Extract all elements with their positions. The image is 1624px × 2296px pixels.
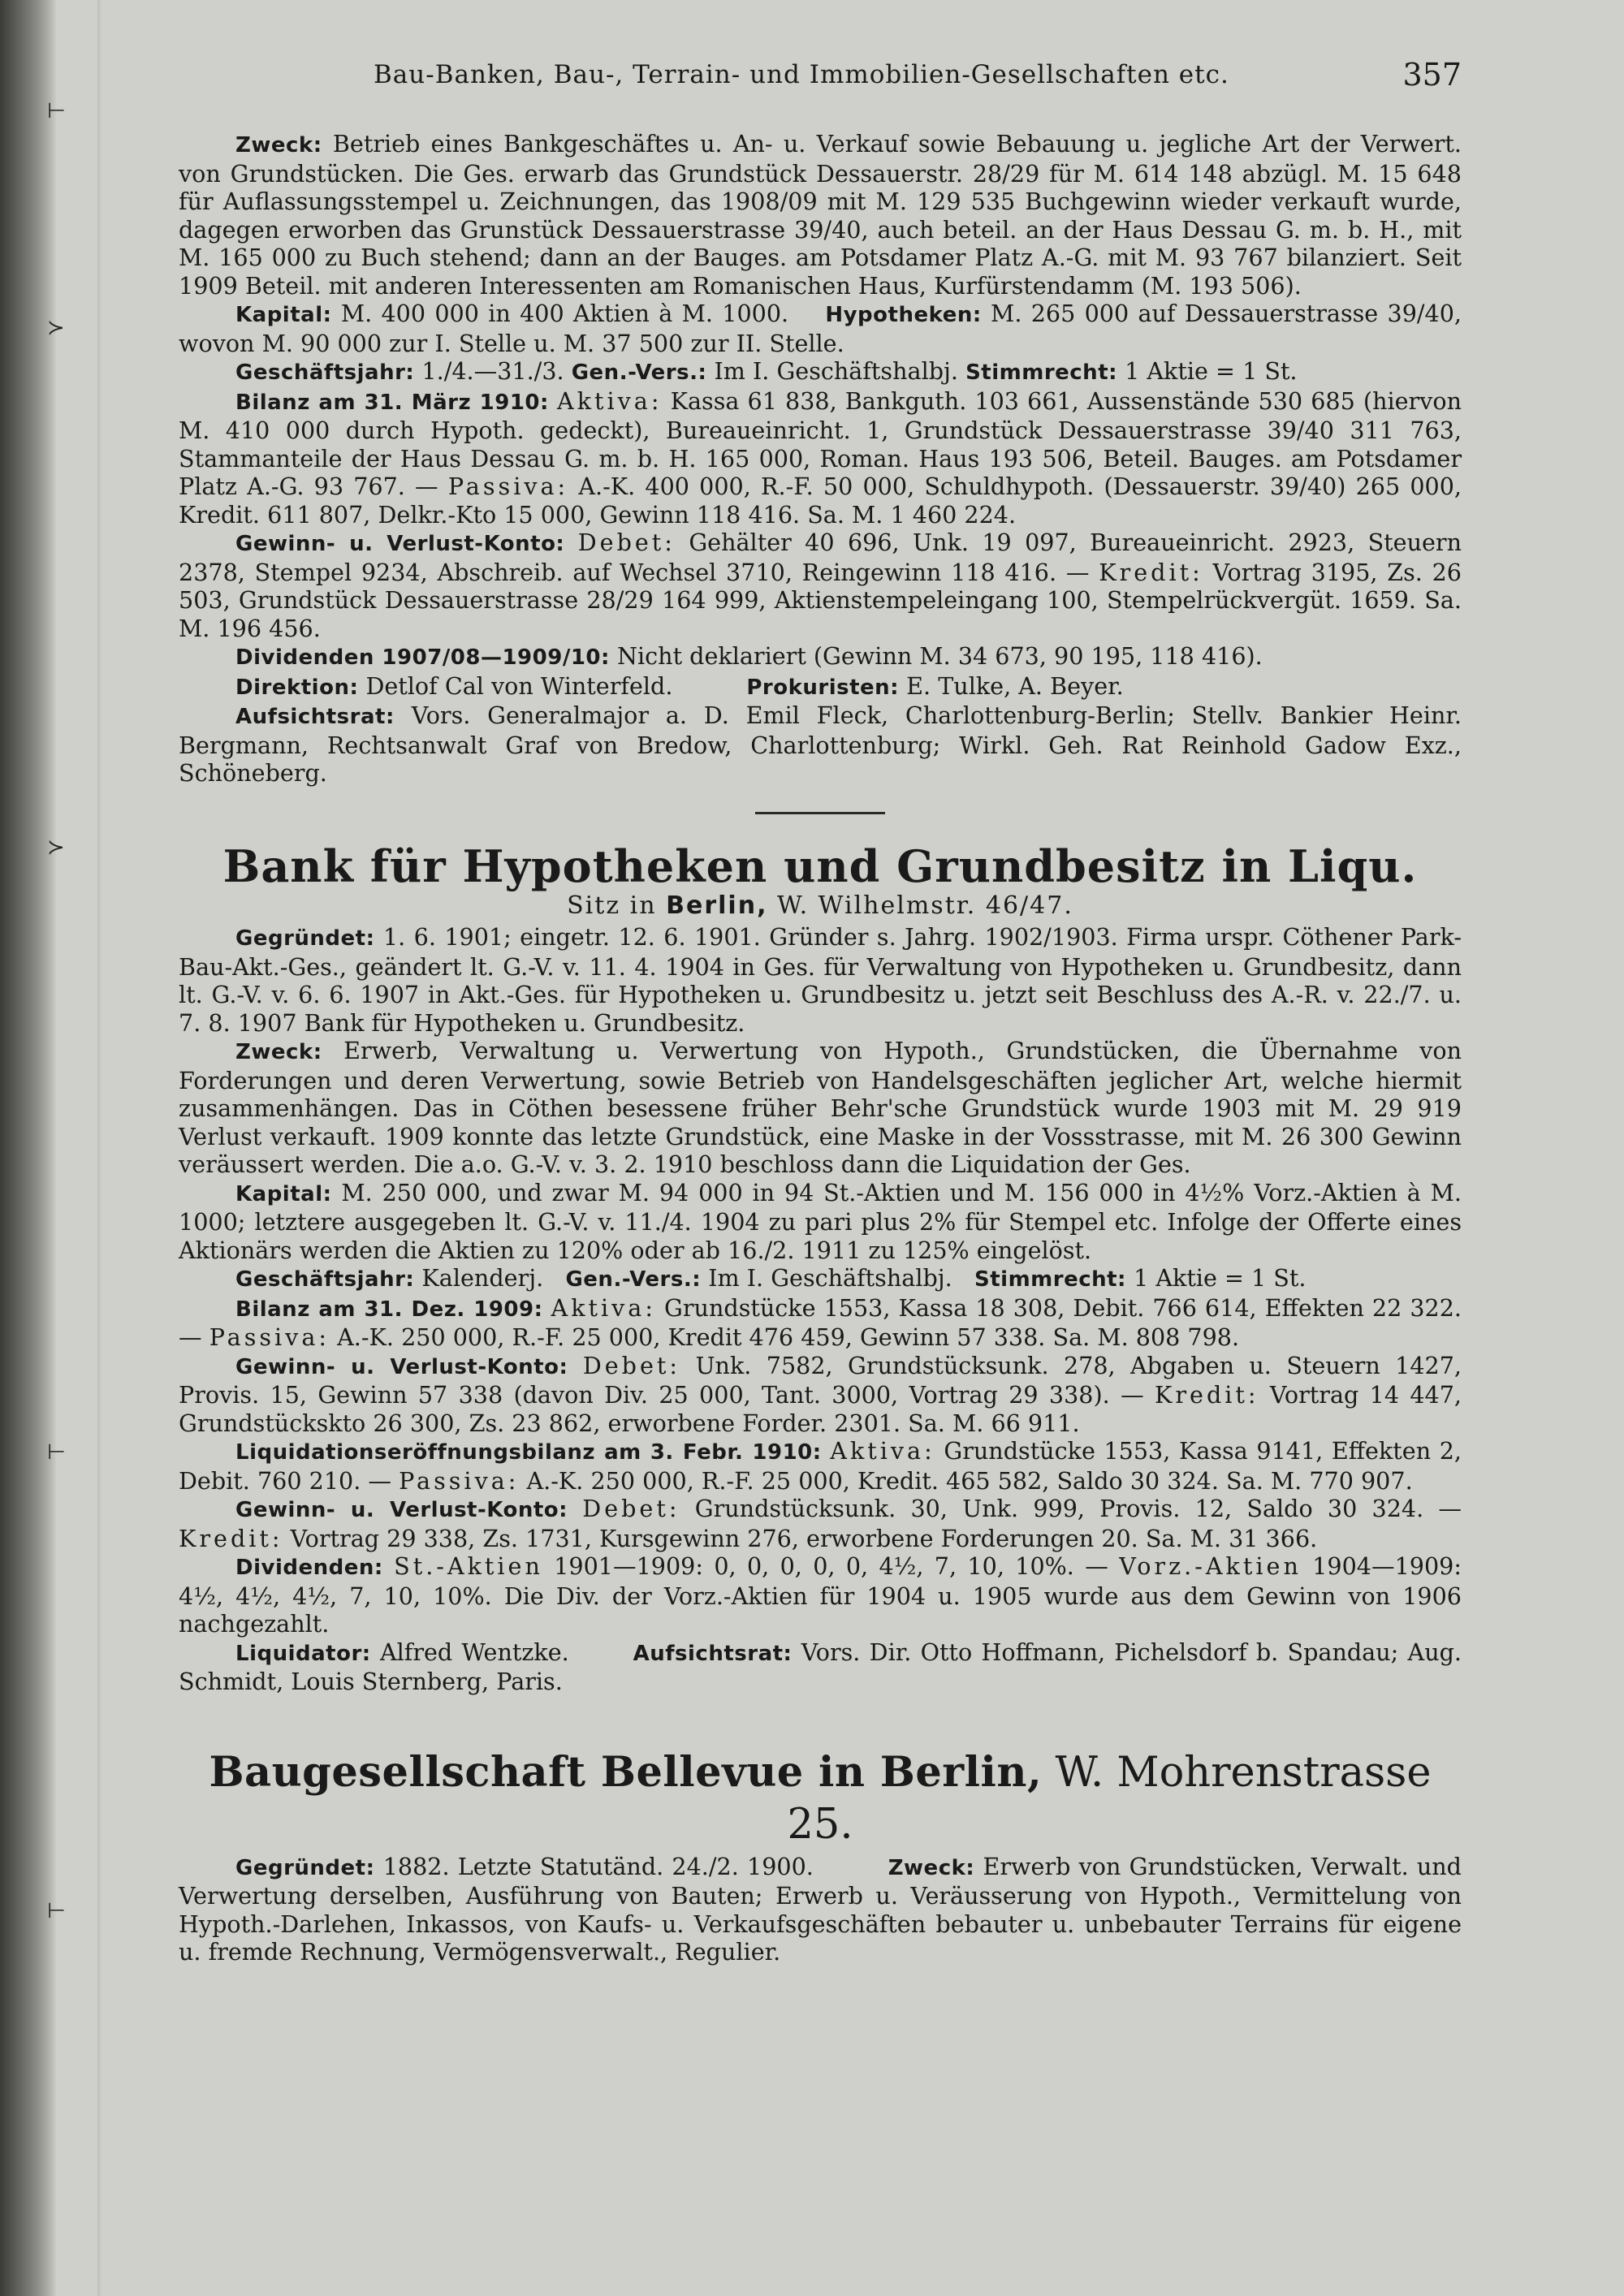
entry1-zweck: Zweck: Betrieb eines Bankgeschäftes u. An- u. Verkauf sowie Bebauung u. jegliche Art der Verwert. von Grundstücken. Die Ges. erwarb das Grundstück Dessauerstr. 28/29 für M. 614 148 abzügl. M. 15 648 für Auflassungsstempel u. Zeichnungen, das 1908/09 mit M. 129 535 Buchgewinn wieder verkauft wurde, dagegen erworben das Grunstück Dessauerstrasse 39/40, auch beteil. an der Haus Dessau G. m. b. H., mit M. 165 000 zu Buch stehend; dann an der Bauges. am Potsdamer Platz A.-G. mit M. 93 767 bilanziert. Seit 1909 Beteil. mit anderen Interessenten am Romanischen Haus, Kurfürstendamm (M. 193 506). bbox=[179, 130, 1462, 300]
running-title: Bau-Banken, Bau-, Terrain- und Immobilien-Gesellschaften etc. bbox=[374, 60, 1229, 89]
entry1-geschaeftsjahr: Geschäftsjahr: 1./4.—31./3. Gen.-Vers.: Im I. Geschäftshalbj. Stimmrecht: 1 Aktie = 1 St. bbox=[235, 357, 1298, 385]
entry1-direktion: Direktion: Detlof Cal von Winterfeld. Prokuristen: E. Tulke, A. Beyer. bbox=[235, 671, 1124, 700]
entry2-guv: Gewinn- u. Verlust-Konto: Debet: Unk. 7582, Grundstücksunk. 278, Abgaben u. Steuern 1427, Provis. 15, Gewinn 57 338 (davon Div. 25 000, Tant. 3000, Vortrag 29 338). — Kredit: Vortrag 14 447, Grundstückskto 26 300, Zs. 23 862, erworbene Forder. 2301. Sa. M. 66 911. bbox=[179, 1351, 1462, 1437]
entry2-dividenden: Dividenden: St.-Aktien 1901—1909: 0, 0, 0, 0, 0, 4½, 7, 10, 10%. — Vorz.-Aktien 1904—1909: 4½, 4½, 4½, 7, 10, 10%. Die Div. der Vorz.-Aktien für 1904 u. 1905 wurde aus dem Gewinn von 1906 nachgezahlt. bbox=[179, 1552, 1462, 1638]
entry2-kapital: Kapital: M. 250 000, und zwar M. 94 000 in 94 St.-Aktien und M. 156 000 in 4½% Vorz.-Aktien à M. 1000; letztere ausgegeben lt. G.-V. v. 11./4. 1904 zu pari plus 2% für Stempel etc. Infolge der Offerte eines Aktionärs werden die Aktien zu 120% oder ab 16./2. 1911 zu 125% eingelöst. bbox=[179, 1178, 1462, 1264]
entry2-title: Bank für Hypotheken und Grundbesitz in Liqu. bbox=[222, 839, 1418, 892]
entry3-title: Baugesellschaft Bellevue in Berlin, bbox=[209, 1747, 1043, 1797]
margin-arrow-mark: ⊢ bbox=[47, 1899, 66, 1923]
entry2-gegruendet: Gegründet: 1. 6. 1901; eingetr. 12. 6. 1901. Gründer s. Jahrg. 1902/1903. Firma urspr. Cöthener Park-Bau-Akt.-Ges., geändert lt. G.-V. v. 11. 4. 1904 in Ges. für Verwaltung von Hypotheken u. Grundbesitz, dann lt. G.-V. v. 6. 6. 1907 in Akt.-Ges. für Hypotheken u. Grundbesitz u. jetzt seit Beschluss des A.-R. v. 22./7. u. 7. 8. 1907 Bank für Hypotheken u. Grundbesitz. bbox=[179, 923, 1462, 1037]
entry2-liquidationsbilanz: Liquidationseröffnungsbilanz am 3. Febr. 1910: Aktiva: Grundstücke 1553, Kassa 9141, Effekten 2, Debit. 760 210. — Passiva: A.-K. 250 000, R.-F. 25 000, Kredit. 465 582, Saldo 30 324. Sa. M. 770 907. bbox=[179, 1437, 1462, 1495]
entry1-aufsichtsrat: Aufsichtsrat: Vors. Generalmajor a. D. Emil Fleck, Charlottenburg-Berlin; Stellv. Bankier Heinr. Bergmann, Rechtsanwalt Graf von Bredow, Charlottenburg; Wirkl. Geh. Rat Reinhold Gadow Exz., Schöneberg. bbox=[179, 701, 1462, 787]
entry3-gegruendet-zweck: Gegründet: 1882. Letzte Statutänd. 24./2. 1900. Zweck: Erwerb von Grundstücken, Verwalt. und Verwertung derselben, Ausführung von Bauten; Erwerb u. Veräusserung von Hypoth., Vermittelung von Hypoth.-Darlehen, Inkassos, von Kaufs- u. Verkaufsgeschäften bebauter u. unbebauter Terrains für eigene u. fremde Rechnung, Vermögensverwalt., Regulier. bbox=[179, 1852, 1462, 1966]
page-fold-shadow bbox=[97, 0, 102, 2296]
page-content bbox=[179, 130, 1462, 1966]
entry2-seat: Sitz in Berlin, W. Wilhelmstr. 46/47. bbox=[567, 891, 1073, 920]
entry2-bilanz: Bilanz am 31. Dez. 1909: Aktiva: Grundstücke 1553, Kassa 18 308, Debit. 766 614, Effekten 22 322. — Passiva: A.-K. 250 000, R.-F. 25 000, Kredit 476 459, Gewinn 57 338. Sa. M. 808 798. bbox=[179, 1293, 1462, 1351]
page-number: 357 bbox=[1402, 57, 1462, 93]
margin-arrow-mark: ≻ bbox=[47, 316, 65, 340]
page-header bbox=[179, 55, 1462, 96]
section-gap bbox=[179, 1696, 1462, 1746]
entry2-zweck: Zweck: Erwerb, Verwaltung u. Verwertung von Hypoth., Grundstücken, die Übernahme von Forderungen und deren Verwertung, sowie Betrieb von Handelsgeschäften jeglicher Art, welche hiermit zusammenhängen. Das in Cöthen besessene früher Behr'sche Grundstück wurde 1903 mit M. 29 919 Verlust verkauft. 1909 konnte das letzte Grundstück, eine Maske in der Vossstrasse, mit M. 26 300 Gewinn veräussert werden. Die a.o. G.-V. v. 3. 2. 1910 beschloss dann die Liquidation der Ges. bbox=[179, 1037, 1462, 1178]
entry1-dividenden: Dividenden 1907/08—1909/10: Nicht deklariert (Gewinn M. 34 673, 90 195, 118 416). bbox=[235, 642, 1263, 670]
entry1-kapital: Kapital: M. 400 000 in 400 Aktien à M. 1000. Hypotheken: M. 265 000 auf Dessauerstrasse 39/40, wovon M. 90 000 zur I. Stelle u. M. 37 500 zur II. Stelle. bbox=[179, 300, 1462, 357]
entry3-heading bbox=[179, 1746, 1462, 1851]
entry2-guv-liquidation: Gewinn- u. Verlust-Konto: Debet: Grundstücksunk. 30, Unk. 999, Provis. 12, Saldo 30 324. — Kredit: Vortrag 29 338, Zs. 1731, Kursgewinn 276, erworbene Forderungen 20. Sa. M. 31 366. bbox=[179, 1495, 1462, 1552]
entry1-guv: Gewinn- u. Verlust-Konto: Debet: Gehälter 40 696, Unk. 19 097, Bureaueinricht. 2923, Steuern 2378, Stempel 9234, Abschreib. auf Wechsel 3710, Reingewinn 118 416. — Kredit: Vortrag 3195, Zs. 26 503, Grundstück Dessauerstrasse 28/29 164 999, Aktienstempeleingang 100, Stempelrückvergüt. 1659. Sa. M. 196 456. bbox=[179, 529, 1462, 642]
entry1-bilanz: Bilanz am 31. März 1910: Aktiva: Kassa 61 838, Bankguth. 103 661, Aussenstände 530 685 (hiervon M. 410 000 durch Hypoth. gedeckt), Bureaueinricht. 1, Grundstück Dessauerstrasse 39/40 311 763, Stammanteile der Haus Dessau G. m. b. H. 165 000, Roman. Haus 193 506, Beteil. Bauges. am Potsdamer Platz A.-G. 93 767. — Passiva: A.-K. 400 000, R.-F. 50 000, Schuldhypoth. (Dessauerstr. 39/40) 265 000, Kredit. 611 807, Delkr.-Kto 15 000, Gewinn 118 416. Sa. M. 1 460 224. bbox=[179, 386, 1462, 529]
book-binding-edge bbox=[0, 0, 57, 2296]
entry2-geschaeftsjahr: Geschäftsjahr: Kalenderj. Gen.-Vers.: Im I. Geschäftshalbj. Stimmrecht: 1 Aktie = 1 St. bbox=[235, 1264, 1307, 1292]
entry2-liquidator: Liquidator: Alfred Wentzke. Aufsichtsrat: Vors. Dir. Otto Hoffmann, Pichelsdorf b. Spandau; Aug. Schmidt, Louis Sternberg, Paris. bbox=[179, 1638, 1462, 1695]
margin-arrow-mark: ⊢ bbox=[47, 1440, 66, 1465]
margin-arrow-mark: ⊢ bbox=[47, 99, 66, 123]
section-divider bbox=[755, 812, 885, 814]
entry3-address: W. Mohrenstrasse 25. bbox=[787, 1748, 1432, 1849]
margin-arrow-mark: ≻ bbox=[47, 835, 65, 860]
